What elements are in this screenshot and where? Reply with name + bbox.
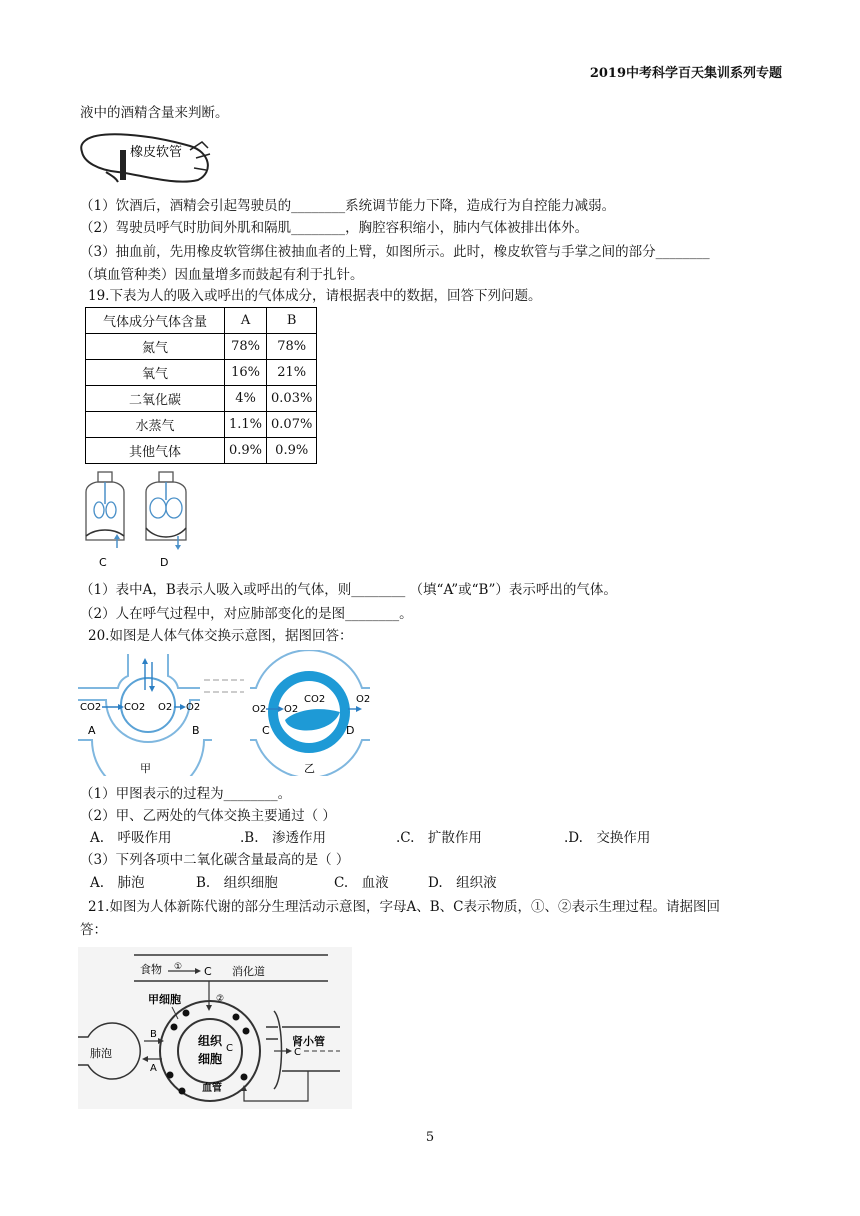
q21-title-line1: 21.如图为人体新陈代谢的部分生理活动示意图，字母A、B、C表示物质，①、②表示生理过程。请据图回 <box>88 899 720 915</box>
q20-p2-option-d: .D. 交换作用 <box>564 830 651 846</box>
table-header-cell: B <box>267 308 317 334</box>
table-cell: 78% <box>225 334 267 360</box>
label-c-top: C <box>204 965 212 978</box>
q18-part2: （2）驾驶员呼气时肋间外肌和隔肌________，胸腔容积缩小，肺内气体被排出体外。 <box>80 220 589 236</box>
table-cell: 21% <box>267 360 317 386</box>
table-header-cell: 气体成分气体含量 <box>86 308 225 334</box>
table-cell: 0.07% <box>267 412 317 438</box>
label-a: A <box>150 1063 157 1074</box>
figure-label-d: D <box>160 556 169 569</box>
gas-composition-table <box>85 307 317 464</box>
table-cell: 0.03% <box>267 386 317 412</box>
label-o2-inner-right: O2 <box>284 704 299 715</box>
table-cell: 其他气体 <box>86 438 225 464</box>
label-o2-outer-right: O2 <box>252 704 267 715</box>
page-number: 5 <box>425 1130 435 1145</box>
table-row <box>86 386 317 412</box>
q18-part3a: （3）抽血前，先用橡皮软管绑住被抽血者的上臂，如图所示。此时，橡皮软管与手掌之间的部分________ <box>80 244 710 260</box>
label-co2-outer-left: CO2 <box>80 702 102 713</box>
label-c-out: C <box>294 1047 301 1058</box>
q20-p3-option-d: D. 组织液 <box>428 875 497 891</box>
q18-part3b: （填血管种类）因血量增多而鼓起有利于扎针。 <box>80 267 364 283</box>
q20-part1: （1）甲图表示的过程为________。 <box>80 786 292 802</box>
q21-title-line2: 答： <box>80 922 107 938</box>
table-cell: 1.1% <box>225 412 267 438</box>
q20-title: 20.如图是人体气体交换示意图，据图回答： <box>88 628 353 644</box>
label-b: B <box>150 1029 157 1040</box>
table-cell: 4% <box>225 386 267 412</box>
label-step2: ② <box>216 994 225 1004</box>
label-step1: ① <box>174 962 183 972</box>
label-jia: 甲 <box>140 762 151 775</box>
label-alveolus: 肺泡 <box>90 1047 112 1060</box>
label-a: A <box>88 724 96 737</box>
table-header-row <box>86 308 317 334</box>
table-row <box>86 412 317 438</box>
label-tissue-2: 细胞 <box>198 1052 223 1066</box>
label-co2-inner-left: CO2 <box>124 702 146 713</box>
figure-label-c: C <box>99 556 107 569</box>
q19-title: 19.下表为人的吸入或呼出的气体成分，请根据表中的数据，回答下列问题。 <box>88 288 542 304</box>
label-b: B <box>192 724 200 737</box>
label-tubule: 肾小管 <box>292 1035 325 1048</box>
q20-p2-option-b: .B. 渗透作用 <box>240 830 327 846</box>
label-tissue-1: 组织 <box>198 1034 223 1048</box>
table-row <box>86 438 317 464</box>
gas-exchange-right-tissue <box>250 650 370 776</box>
label-cell-jia: 甲细胞 <box>148 993 181 1006</box>
bell-jar-model-d <box>146 472 186 569</box>
label-d: D <box>346 724 355 737</box>
table-row <box>86 360 317 386</box>
table-cell: 二氧化碳 <box>86 386 225 412</box>
q20-p3-option-c: C. 血液 <box>334 875 389 891</box>
label-o2-outer-right2: O2 <box>356 694 371 705</box>
label-vessel: 血管 <box>202 1083 222 1094</box>
table-cell: 78% <box>267 334 317 360</box>
bell-jar-model-c <box>86 472 124 569</box>
q20-part3: （3）下列各项中二氧化碳含量最高的是（ ） <box>80 852 350 868</box>
label-c: C <box>262 724 270 737</box>
label-digestive-tract: 消化道 <box>232 965 265 978</box>
q20-p2-option-a: A. 呼吸作用 <box>90 830 172 846</box>
gas-exchange-figure <box>78 650 378 776</box>
bell-jar-lung-models <box>78 470 203 572</box>
q19-part1: （1）表中A，B表示人吸入或呼出的气体，则________ （填“A”或“B”）表示呼出的气体。 <box>80 582 617 598</box>
q20-p2-option-c: .C. 扩散作用 <box>396 830 482 846</box>
tourniquet-label: 橡皮软管 <box>130 145 183 160</box>
label-o2-inner-left: O2 <box>158 702 173 713</box>
label-o2-outer-left: O2 <box>186 702 201 713</box>
table-cell: 水蒸气 <box>86 412 225 438</box>
table-row <box>86 334 317 360</box>
label-c-inner: C <box>226 1043 233 1054</box>
table-cell: 氮气 <box>86 334 225 360</box>
table-cell: 氧气 <box>86 360 225 386</box>
label-yi: 乙 <box>304 762 315 775</box>
label-co2-inner-right: CO2 <box>304 694 326 705</box>
table-cell: 0.9% <box>225 438 267 464</box>
q20-p3-option-a: A. 肺泡 <box>90 875 145 891</box>
metabolism-figure <box>78 947 352 1109</box>
q20-p3-option-b: B. 组织细胞 <box>196 875 278 891</box>
table-cell: 0.9% <box>267 438 317 464</box>
page-header: 2019中考科学百天集训系列专题 <box>589 66 782 81</box>
q18-intro-tail: 液中的酒精含量来判断。 <box>80 105 229 121</box>
gas-exchange-left-alveolus <box>78 654 212 776</box>
q19-part2: （2）人在呼气过程中，对应肺部变化的是图________。 <box>80 606 413 622</box>
q20-part2: （2）甲、乙两处的气体交换主要通过（ ） <box>80 808 336 824</box>
table-header-cell: A <box>225 308 267 334</box>
table-cell: 16% <box>225 360 267 386</box>
arm-tourniquet-figure <box>78 128 218 190</box>
label-food: 食物 <box>140 963 162 976</box>
q18-part1: （1）饮酒后，酒精会引起驾驶员的________系统调节能力下降，造成行为自控能力减弱。 <box>80 198 616 214</box>
